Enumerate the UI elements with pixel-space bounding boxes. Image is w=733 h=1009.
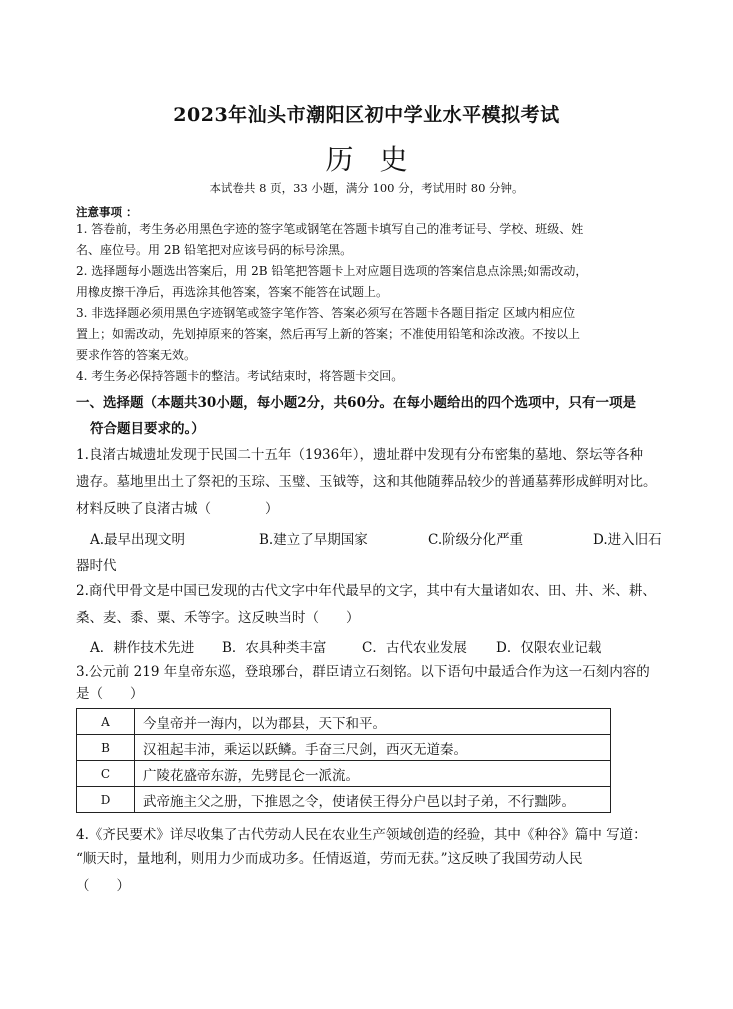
table-row	[77, 709, 611, 735]
q1-option-b: B.建立了早期国家	[259, 532, 368, 548]
q4-line: “顺天时，量地利，则用力少而成功多。任情返道，劳而无获。”这反映了我国劳动人民	[76, 851, 583, 867]
table-cell-label: B	[77, 735, 135, 761]
q1-option-d: D.进入旧石	[593, 532, 662, 548]
table-cell-text: 今皇帝并一海内，以为郡县，天下和平。	[135, 709, 611, 735]
notice-line: 1. 答卷前，考生务必用黑色字迹的签字笔或钢笔在答题卡填写自己的准考证号、学校、班级、姓	[76, 222, 584, 236]
table-cell-label: C	[77, 761, 135, 787]
q1-option-a: A.最早出现文明	[90, 532, 186, 548]
table-cell-label: A	[77, 709, 135, 735]
exam-title: 2023年汕头市潮阳区初中学业水平模拟考试	[173, 104, 560, 126]
q2-option-b: B．农具种类丰富	[222, 640, 327, 656]
table-cell-text: 广陵花盛帝东游，先劈昆仑一派流。	[135, 761, 611, 787]
table-cell-label: D	[77, 787, 135, 813]
exam-info: 本试卷共 8 页，33 小题，满分 100 分，考试用时 80 分钟。	[209, 181, 524, 195]
q1-option-c: C.阶级分化严重	[428, 532, 524, 548]
notice-line: 要求作答的答案无效。	[76, 348, 197, 362]
q2-option-c: C．古代农业发展	[362, 640, 467, 656]
notice-line: 3. 非选择题必须用黑色字迹钢笔或签字笔作答、答案必须写在答题卡各题目指定 区域内相应位	[76, 306, 576, 320]
notice-line: 置上；如需改动，先划掉原来的答案，然后再写上新的答案；不准使用铅笔和涂改液。不按以上	[76, 327, 581, 341]
q3-line: 是（ ）	[76, 686, 144, 702]
table-cell-text: 汉祖起丰沛，乘运以跃鳞。手奋三尺剑，西灭无道秦。	[135, 735, 611, 761]
notice-line: 4. 考生务必保持答题卡的整洁。考试结束时，将答题卡交回。	[76, 369, 404, 383]
q1-line: 遗存。墓地里出土了祭祀的玉琮、玉璧、玉钺等，这和其他随葬品较少的普通墓葬形成鲜明对比。	[76, 474, 657, 490]
table-row	[77, 761, 611, 787]
section-heading-cont: 符合题目要求的。）	[90, 421, 205, 437]
q2-line: 桑、麦、黍、粟、禾等字。这反映当时（ ）	[76, 610, 360, 626]
subject-title: 历史	[325, 143, 434, 176]
q1-line: 1.良渚古城遗址发现于民国二十五年（1936年），遗址群中发现有分布密集的墓地、祭坛等各种	[76, 447, 643, 463]
q2-option-d: D．仅限农业记载	[496, 640, 602, 656]
notice-line: 2. 选择题每小题选出答案后，用 2B 铅笔把答题卡上对应题目选项的答案信息点涂黑;如需改动，	[76, 264, 588, 278]
table-cell-text: 武帝施主父之册，下推恩之令，使诸侯王得分户邑以封子弟，不行黜陟。	[135, 787, 611, 813]
q4-line: 4.《齐民要术》详尽收集了古代劳动人民在农业生产领域创造的经验，其中《种谷》篇中 写道：	[76, 827, 647, 843]
q2-option-a: A．耕作技术先进	[90, 640, 195, 656]
q2-line: 2.商代甲骨文是中国已发现的古代文字中年代最早的文字，其中有大量诸如农、田、井、米、耕、	[76, 583, 656, 599]
table-row	[77, 735, 611, 761]
q4-line: （ ）	[76, 878, 130, 894]
q3-options-table	[76, 708, 611, 813]
notice-heading: 注意事项 ：	[76, 205, 138, 219]
q1-line: 材料反映了良渚古城（ ）	[76, 501, 279, 517]
notice-line: 名、座位号。用 2B 铅笔把对应该号码的标号涂黑。	[76, 243, 353, 257]
table-row	[77, 787, 611, 813]
notice-line: 用橡皮擦干净后，再选涂其他答案，答案不能答在试题上。	[76, 285, 389, 299]
section-heading: 一、选择题（本题共30小题，每小题2分，共60分。在每小题给出的四个选项中，只有一项是	[76, 395, 636, 411]
q1-option-d-cont: 器时代	[76, 558, 117, 574]
q3-line: 3.公元前 219 年皇帝东巡，登琅琊台，群臣请立石刻铭。以下语句中最适合作为这一石刻内容的	[76, 664, 650, 680]
